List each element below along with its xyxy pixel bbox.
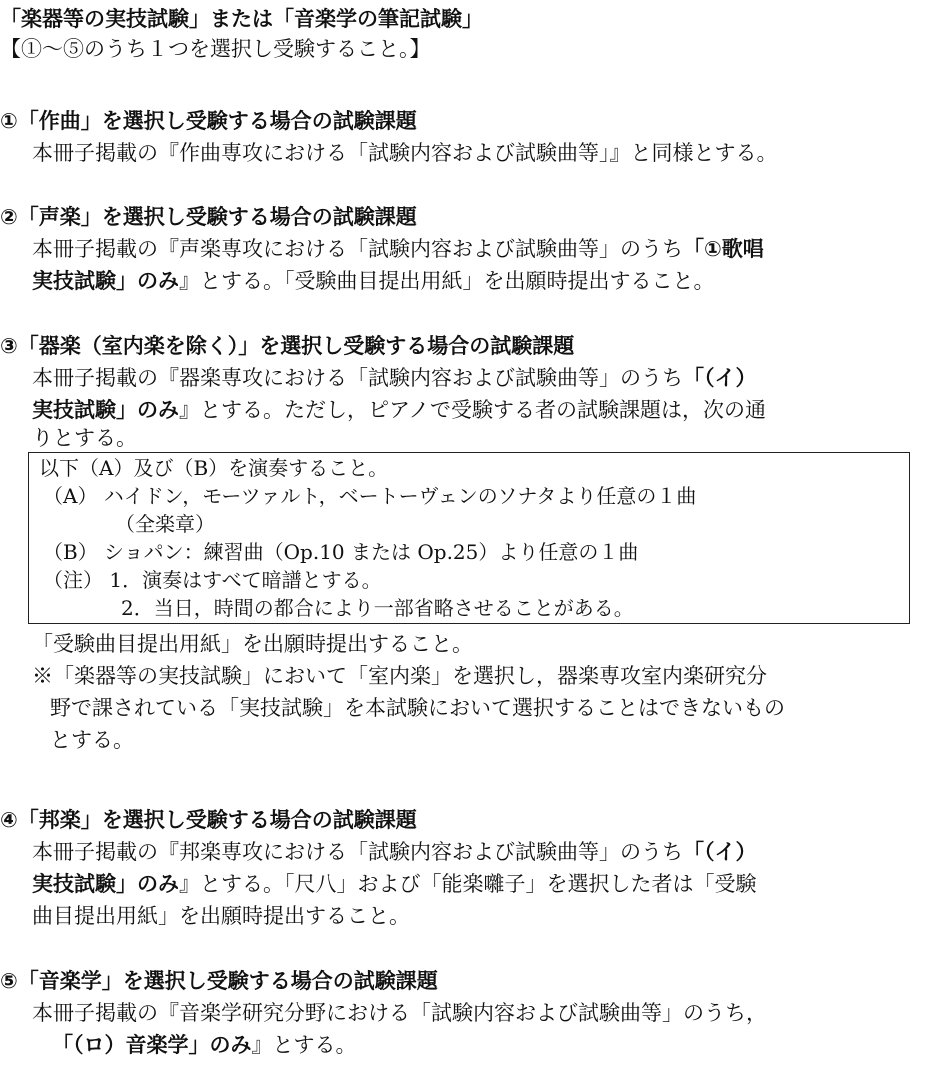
section-4-heading: ④「邦楽」を選択し受験する場合の試験課題: [0, 808, 417, 832]
section-2-line-2-bold: 実技試験」のみ: [32, 269, 179, 293]
box-line-3: （全楽章）: [115, 512, 215, 536]
section-4-line-2-bold: 実技試験」のみ: [32, 872, 179, 896]
section-3-line-2: [32, 395, 766, 425]
section-4-line-2-text: 』とする。「尺八」および「能楽囃子」を選択した者は「受験: [179, 872, 757, 896]
section-4-line-1-text: 本冊子掲載の『邦楽専攻における「試験内容および試験曲等」のうち: [32, 840, 683, 864]
section-3-line-2-bold: 実技試験」のみ: [32, 398, 179, 422]
section-3-note-3: とする。: [50, 728, 134, 752]
box-line-2: （A） ハイドン，モーツァルト，ベートーヴェンのソナタより任意の１曲: [43, 484, 697, 508]
section-3-line-1: [32, 363, 757, 393]
section-2-line-1: [32, 234, 764, 264]
section-2-line-2-text: 』とする。「受験曲目提出用紙」を出願時提出すること。: [179, 269, 715, 293]
section-3-after-box: 「受験曲目提出用紙」を出願時提出すること。: [32, 632, 473, 656]
section-2-line-2: [32, 266, 715, 296]
section-1-heading: ①「作曲」を選択し受験する場合の試験課題: [0, 109, 417, 133]
box-line-1: 以下（A）及び（B）を演奏すること。: [39, 456, 389, 480]
section-3-heading: ③「器楽（室内楽を除く）」を選択し受験する場合の試験課題: [0, 334, 575, 358]
document-title: 「楽器等の実技試験」または「音楽学の筆記試験」: [0, 7, 483, 31]
section-3-note-1: ※「楽器等の実技試験」において「室内楽」を選択し，器楽専攻室内楽研究分: [32, 664, 767, 688]
section-5-line-2: [52, 1030, 357, 1060]
box-line-5: （注） 1．演奏はすべて暗譜とする。: [43, 568, 382, 592]
section-4-line-2: [32, 869, 757, 899]
section-5-line-2-bold: 「（ロ）音楽学」のみ: [52, 1033, 252, 1057]
section-4-line-3: 曲目提出用紙」を出願時提出すること。: [32, 904, 410, 928]
section-3-line-3: りとする。: [32, 426, 137, 450]
section-2-heading: ②「声楽」を選択し受験する場合の試験課題: [0, 205, 417, 229]
section-3-line-1-bold: 「（イ）: [683, 366, 757, 390]
box-line-6: 2．当日，時間の都合により一部省略させることがある。: [121, 596, 634, 620]
section-4-line-1: [32, 837, 757, 867]
section-3-line-1-text: 本冊子掲載の『器楽専攻における「試験内容および試験曲等」のうち: [32, 366, 683, 390]
section-5-line-1: 本冊子掲載の『音楽学研究分野における「試験内容および試験曲等」のうち，: [32, 1001, 767, 1025]
box-line-4: （B） ショパン：練習曲（Op.10 または Op.25）より任意の１曲: [43, 540, 639, 564]
section-4-line-1-bold: 「（イ）: [683, 840, 757, 864]
document-subtitle: 【①～⑤のうち１つを選択し受験すること。】: [0, 37, 431, 61]
section-5-line-2-text: 』とする。: [251, 1033, 357, 1057]
section-3-note-2: 野で課されている「実技試験」を本試験において選択することはできないもの: [50, 696, 785, 720]
section-5-heading: ⑤「音楽学」を選択し受験する場合の試験課題: [0, 969, 438, 993]
piano-requirements-box: [28, 452, 910, 624]
section-3-line-2-text: 』とする。ただし，ピアノで受験する者の試験課題は，次の通: [179, 398, 766, 422]
section-2-line-1-text: 本冊子掲載の『声楽専攻における「試験内容および試験曲等」のうち: [32, 237, 683, 261]
section-2-line-1-bold: 「①歌唱: [683, 237, 764, 261]
section-1-text: 本冊子掲載の『作曲専攻における「試験内容および試験曲等」』と同様とする。: [32, 141, 778, 165]
